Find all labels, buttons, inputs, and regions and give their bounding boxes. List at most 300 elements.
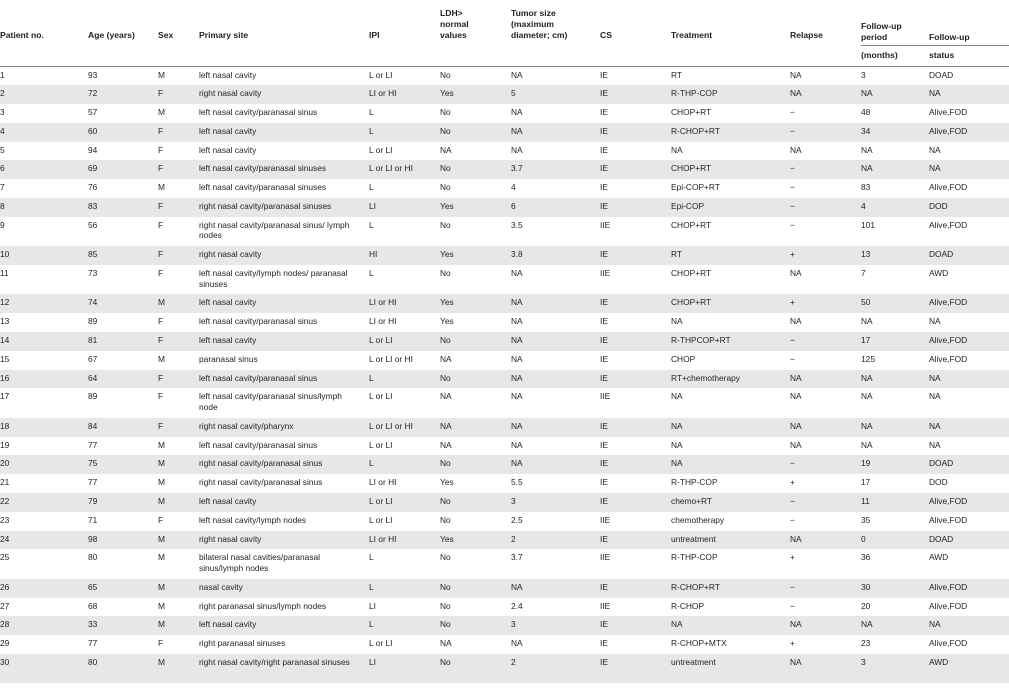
cell-ldh: No <box>440 268 451 279</box>
cell-follow-up-period: 50 <box>861 294 929 313</box>
cell-follow-up-status: NA <box>929 144 941 155</box>
cell-follow-up-period: 3 <box>861 69 866 80</box>
cell-relapse: − <box>790 160 861 179</box>
cell-relapse: + <box>790 246 861 265</box>
cell-sex: M <box>158 182 165 193</box>
table-row <box>0 265 1009 294</box>
cell-age: 77 <box>88 638 98 649</box>
header-ipi: IPI <box>369 30 380 40</box>
cell-patient-no: 18 <box>0 418 88 437</box>
table-row <box>0 198 1009 217</box>
cell-treatment: RT <box>671 69 683 80</box>
cell-follow-up-period: 13 <box>861 246 929 265</box>
cell-treatment: CHOP <box>671 353 696 364</box>
cell-follow-up-period: 48 <box>861 107 871 118</box>
cell-ipi: L or LI or HI <box>369 160 440 179</box>
cell-cs: IE <box>600 531 671 550</box>
cell-relapse: NA <box>790 531 861 550</box>
cell-patient-no: 1 <box>0 69 5 80</box>
cell-follow-up-status: NA <box>929 160 1009 179</box>
cell-patient-no: 26 <box>0 579 88 598</box>
cell-ldh: No <box>440 493 511 512</box>
cell-sex: F <box>158 160 199 179</box>
cell-cs: IE <box>600 579 671 598</box>
cell-tumor-size: 3.7 <box>511 552 523 563</box>
cell-patient-no: 16 <box>0 370 88 389</box>
cell-ldh: No <box>440 654 511 683</box>
cell-treatment: R-THP-COP <box>671 552 718 563</box>
cell-patient-no: 10 <box>0 246 88 265</box>
cell-ldh: NA <box>440 439 452 450</box>
cell-ldh: No <box>440 107 451 118</box>
cell-treatment: NA <box>671 391 683 402</box>
cell-tumor-size: NA <box>511 353 523 364</box>
cell-ipi: LI or HI <box>369 316 397 327</box>
cell-follow-up-status: DOAD <box>929 69 954 80</box>
cell-relapse: NA <box>790 654 861 683</box>
cell-treatment: RT <box>671 246 790 265</box>
cell-ldh: No <box>440 616 511 635</box>
table-row <box>0 142 1009 161</box>
cell-follow-up-status: NA <box>929 616 1009 635</box>
cell-age: 98 <box>88 531 158 550</box>
cell-ipi: LI or HI <box>369 294 440 313</box>
cell-follow-up-period: NA <box>861 316 873 327</box>
cell-age: 67 <box>88 353 98 364</box>
cell-age: 68 <box>88 600 98 611</box>
cell-cs: IE <box>600 160 671 179</box>
cell-follow-up-period: 125 <box>861 353 875 364</box>
cell-primary-site: left nasal cavity/paranasal sinus/lymph node <box>199 391 342 412</box>
cell-cs: IE <box>600 198 671 217</box>
cell-follow-up-period: NA <box>861 418 929 437</box>
cell-patient-no: 29 <box>0 638 10 649</box>
cell-ldh: No <box>440 219 451 230</box>
cell-sex: M <box>158 455 199 474</box>
cell-tumor-size: 2.5 <box>511 514 523 525</box>
cell-ipi: L or LI <box>369 69 393 80</box>
cell-ldh: No <box>440 160 511 179</box>
cell-treatment: CHOP+RT <box>671 107 712 118</box>
cell-age: 81 <box>88 332 158 351</box>
cell-primary-site: left nasal cavity <box>199 69 257 80</box>
cell-tumor-size: 4 <box>511 182 516 193</box>
cell-ipi: L or LI <box>369 391 393 402</box>
cell-sex: M <box>158 579 199 598</box>
cell-primary-site: left nasal cavity/paranasal sinuses <box>199 182 327 193</box>
header-follow-up-period: Follow-up period <box>861 20 902 42</box>
cell-ldh: No <box>440 123 511 142</box>
cell-patient-no: 7 <box>0 182 5 193</box>
cell-primary-site: right nasal cavity/paranasal sinus <box>199 477 323 488</box>
cell-sex: F <box>158 246 199 265</box>
table-row <box>0 246 1009 265</box>
cell-ipi: L <box>369 370 440 389</box>
cell-sex: F <box>158 332 199 351</box>
cell-treatment: R-THP-COP <box>671 477 718 488</box>
cell-cs: IE <box>600 107 608 118</box>
cell-age: 79 <box>88 493 158 512</box>
cell-age: 75 <box>88 455 158 474</box>
cell-age: 71 <box>88 514 98 525</box>
cell-ipi: L or LI <box>369 638 393 649</box>
cell-follow-up-status: Alive,FOD <box>929 600 968 611</box>
cell-sex: M <box>158 294 199 313</box>
cell-treatment: RT+chemotherapy <box>671 370 790 389</box>
cell-cs: IE <box>600 316 608 327</box>
cell-primary-site: left nasal cavity/paranasal sinus <box>199 316 318 327</box>
cell-sex: F <box>158 370 199 389</box>
cell-cs: IIE <box>600 600 611 611</box>
cell-follow-up-status: Alive,FOD <box>929 332 1009 351</box>
cell-sex: F <box>158 85 199 104</box>
table-row <box>0 512 1009 531</box>
cell-primary-site: left nasal cavity/paranasal sinus <box>199 370 369 389</box>
cell-ldh: No <box>440 552 451 563</box>
cell-primary-site: left nasal cavity/lymph nodes <box>199 514 307 525</box>
cell-age: 65 <box>88 579 158 598</box>
cell-follow-up-status: NA <box>929 391 941 402</box>
cell-age: 89 <box>88 391 98 402</box>
cell-relapse: NA <box>790 370 861 389</box>
cell-primary-site: left nasal cavity <box>199 493 369 512</box>
header-patient-no: Patient no. <box>0 30 44 40</box>
cell-age: 94 <box>88 144 98 155</box>
header-spacer <box>0 45 861 66</box>
cell-ldh: Yes <box>440 531 511 550</box>
cell-patient-no: 8 <box>0 198 88 217</box>
cell-patient-no: 22 <box>0 493 88 512</box>
cell-treatment: R-CHOP+MTX <box>671 638 727 649</box>
cell-treatment: NA <box>671 616 790 635</box>
cell-ipi: L <box>369 579 440 598</box>
cell-ipi: L <box>369 123 440 142</box>
header-cs: CS <box>600 30 612 40</box>
cell-relapse: NA <box>790 268 802 279</box>
cell-sex: M <box>158 493 199 512</box>
cell-ipi: LI or HI <box>369 477 397 488</box>
cell-sex: M <box>158 616 199 635</box>
cell-ldh: NA <box>440 418 511 437</box>
cell-patient-no: 28 <box>0 616 88 635</box>
cell-sex: M <box>158 439 165 450</box>
cell-tumor-size: NA <box>511 370 600 389</box>
cell-follow-up-period: NA <box>861 85 929 104</box>
cell-follow-up-status: Alive,FOD <box>929 514 968 525</box>
cell-age: 69 <box>88 160 158 179</box>
cell-patient-no: 5 <box>0 144 5 155</box>
cell-primary-site: left nasal cavity <box>199 123 369 142</box>
cell-treatment: NA <box>671 144 683 155</box>
cell-primary-site: left nasal cavity <box>199 332 369 351</box>
cell-tumor-size: NA <box>511 69 523 80</box>
header-age: Age (years) <box>88 30 135 40</box>
patient-table <box>0 2 1009 683</box>
cell-ldh: No <box>440 514 451 525</box>
cell-sex: M <box>158 654 199 683</box>
cell-relapse: + <box>790 638 795 649</box>
cell-cs: IE <box>600 455 671 474</box>
cell-follow-up-period: 101 <box>861 219 875 230</box>
cell-follow-up-period: 4 <box>861 198 929 217</box>
table-row <box>0 313 1009 332</box>
cell-patient-no: 30 <box>0 654 88 683</box>
table-row <box>0 654 1009 683</box>
header-months: (months) <box>861 45 929 66</box>
cell-tumor-size: NA <box>511 391 523 402</box>
cell-ldh: Yes <box>440 316 454 327</box>
cell-ipi: LI <box>369 600 376 611</box>
cell-ldh: Yes <box>440 477 454 488</box>
cell-follow-up-status: NA <box>929 316 941 327</box>
cell-patient-no: 14 <box>0 332 88 351</box>
cell-follow-up-status: Alive,FOD <box>929 638 968 649</box>
cell-primary-site: left nasal cavity <box>199 144 257 155</box>
cell-sex: M <box>158 531 199 550</box>
cell-cs: IE <box>600 418 671 437</box>
cell-relapse: NA <box>790 391 802 402</box>
cell-treatment: NA <box>671 439 683 450</box>
cell-follow-up-status: Alive,FOD <box>929 493 1009 512</box>
cell-follow-up-status: AWD <box>929 654 1009 683</box>
cell-sex: F <box>158 123 199 142</box>
cell-relapse: + <box>790 552 795 563</box>
cell-ldh: No <box>440 332 511 351</box>
cell-primary-site: right nasal cavity/paranasal sinus <box>199 455 369 474</box>
cell-tumor-size: 5.5 <box>511 477 523 488</box>
table-row <box>0 123 1009 142</box>
table-row <box>0 294 1009 313</box>
cell-cs: IE <box>600 493 671 512</box>
cell-tumor-size: NA <box>511 316 523 327</box>
cell-tumor-size: 3.7 <box>511 160 600 179</box>
cell-cs: IE <box>600 654 671 683</box>
cell-relapse: NA <box>790 144 802 155</box>
cell-patient-no: 13 <box>0 316 10 327</box>
header-tumor-size: Tumor size (maximum diameter; cm) <box>511 8 568 40</box>
cell-primary-site: right paranasal sinus/lymph nodes <box>199 600 327 611</box>
cell-ldh: NA <box>440 638 452 649</box>
cell-ldh: NA <box>440 391 452 402</box>
cell-ldh: Yes <box>440 85 511 104</box>
cell-sex: F <box>158 198 199 217</box>
cell-follow-up-status: NA <box>929 439 941 450</box>
cell-sex: F <box>158 144 164 155</box>
cell-age: 64 <box>88 370 158 389</box>
table-body <box>0 66 1009 683</box>
cell-primary-site: left nasal cavity/paranasal sinus <box>199 439 318 450</box>
cell-follow-up-status: DOAD <box>929 531 1009 550</box>
cell-ipi: L or LI <box>369 514 393 525</box>
table-row <box>0 474 1009 493</box>
cell-ipi: L or LI or HI <box>369 353 413 364</box>
cell-cs: IE <box>600 638 608 649</box>
cell-follow-up-status: Alive,FOD <box>929 182 968 193</box>
cell-primary-site: right nasal cavity <box>199 531 369 550</box>
cell-relapse: − <box>790 332 861 351</box>
cell-follow-up-period: 3 <box>861 654 929 683</box>
header-treatment: Treatment <box>671 30 713 40</box>
cell-primary-site: right nasal cavity <box>199 246 369 265</box>
cell-tumor-size: 6 <box>511 198 600 217</box>
cell-relapse: − <box>790 182 795 193</box>
cell-follow-up-status: Alive,FOD <box>929 219 968 230</box>
cell-ipi: HI <box>369 246 440 265</box>
header-status: status <box>929 45 1009 66</box>
cell-primary-site: nasal cavity <box>199 579 369 598</box>
table-row <box>0 598 1009 617</box>
cell-primary-site: right nasal cavity/paranasal sinus/ lymph nodes <box>199 219 350 241</box>
cell-sex: M <box>158 107 165 118</box>
table-row <box>0 531 1009 550</box>
cell-tumor-size: 2 <box>511 531 600 550</box>
cell-ipi: L or LI <box>369 332 440 351</box>
cell-ldh: Yes <box>440 198 511 217</box>
cell-primary-site: bilateral nasal cavities/paranasal sinus/lymph nodes <box>199 552 321 573</box>
cell-patient-no: 11 <box>0 268 9 279</box>
cell-tumor-size: NA <box>511 107 523 118</box>
cell-ldh: No <box>440 182 451 193</box>
table-row <box>0 370 1009 389</box>
cell-follow-up-period: 36 <box>861 552 871 563</box>
cell-cs: IE <box>600 477 608 488</box>
cell-sex: F <box>158 316 164 327</box>
cell-treatment: R-CHOP+RT <box>671 123 790 142</box>
cell-tumor-size: 3.5 <box>511 219 523 230</box>
cell-relapse: NA <box>790 85 861 104</box>
cell-ipi: L <box>369 455 440 474</box>
cell-follow-up-status: DOD <box>929 198 1009 217</box>
cell-follow-up-period: NA <box>861 616 929 635</box>
cell-patient-no: 20 <box>0 455 88 474</box>
cell-follow-up-status: Alive,FOD <box>929 353 968 364</box>
cell-tumor-size: 3 <box>511 616 600 635</box>
cell-ipi: LI <box>369 654 440 683</box>
cell-relapse: − <box>790 198 861 217</box>
table-row <box>0 418 1009 437</box>
cell-age: 89 <box>88 316 98 327</box>
table-row <box>0 332 1009 351</box>
cell-primary-site: left nasal cavity/paranasal sinuses <box>199 160 369 179</box>
cell-primary-site: left nasal cavity <box>199 294 369 313</box>
cell-cs: IIE <box>600 391 611 402</box>
cell-follow-up-period: NA <box>861 160 929 179</box>
cell-treatment: Epi-COP <box>671 198 790 217</box>
cell-treatment: R-CHOP+RT <box>671 579 790 598</box>
cell-ipi: L or LI <box>369 493 440 512</box>
cell-follow-up-status: Alive,FOD <box>929 123 1009 142</box>
cell-sex: F <box>158 418 199 437</box>
cell-ldh: No <box>440 600 451 611</box>
cell-follow-up-period: 20 <box>861 600 871 611</box>
cell-tumor-size: NA <box>511 579 600 598</box>
cell-ldh: No <box>440 579 511 598</box>
cell-cs: IE <box>600 616 671 635</box>
cell-tumor-size: NA <box>511 144 523 155</box>
cell-follow-up-status: AWD <box>929 268 949 279</box>
cell-ldh: NA <box>440 144 452 155</box>
cell-tumor-size: NA <box>511 455 600 474</box>
cell-patient-no: 27 <box>0 600 10 611</box>
cell-relapse: − <box>790 600 795 611</box>
cell-ldh: Yes <box>440 294 511 313</box>
cell-age: 84 <box>88 418 158 437</box>
header-sex: Sex <box>158 30 174 40</box>
cell-age: 60 <box>88 123 158 142</box>
header-ldh: LDH> normal values <box>440 8 469 40</box>
cell-age: 80 <box>88 654 158 683</box>
cell-patient-no: 17 <box>0 391 10 402</box>
cell-age: 56 <box>88 219 98 230</box>
table-row <box>0 85 1009 104</box>
cell-treatment: CHOP+RT <box>671 219 712 230</box>
cell-cs: IE <box>600 144 608 155</box>
cell-relapse: + <box>790 294 861 313</box>
table-row <box>0 437 1009 456</box>
cell-follow-up-status: Alive,FOD <box>929 107 968 118</box>
cell-follow-up-period: 7 <box>861 268 866 279</box>
cell-ipi: L or LI <box>369 439 393 450</box>
table-row <box>0 493 1009 512</box>
cell-sex: M <box>158 552 165 563</box>
cell-relapse: NA <box>790 418 861 437</box>
cell-relapse: − <box>790 123 861 142</box>
cell-tumor-size: 5 <box>511 85 600 104</box>
cell-cs: IE <box>600 439 608 450</box>
cell-follow-up-period: 11 <box>861 493 929 512</box>
table-row <box>0 104 1009 123</box>
table-row <box>0 351 1009 370</box>
cell-age: 74 <box>88 294 158 313</box>
cell-treatment: R-THP-COP <box>671 85 790 104</box>
cell-sex: M <box>158 600 165 611</box>
cell-ipi: L or LI or HI <box>369 418 440 437</box>
cell-age: 80 <box>88 552 98 563</box>
cell-treatment: chemotherapy <box>671 514 725 525</box>
cell-age: 83 <box>88 198 158 217</box>
cell-follow-up-status: DOD <box>929 477 948 488</box>
cell-tumor-size: 2.4 <box>511 600 523 611</box>
cell-relapse: + <box>790 477 795 488</box>
cell-cs: IE <box>600 182 608 193</box>
table-row <box>0 549 1009 578</box>
cell-patient-no: 6 <box>0 160 88 179</box>
cell-sex: F <box>158 638 164 649</box>
cell-primary-site: left nasal cavity/lymph nodes/ paranasal sinuses <box>199 268 348 289</box>
cell-follow-up-period: 35 <box>861 514 871 525</box>
cell-tumor-size: NA <box>511 123 600 142</box>
table-row <box>0 217 1009 246</box>
cell-cs: IE <box>600 353 608 364</box>
cell-cs: IIE <box>600 552 611 563</box>
cell-patient-no: 2 <box>0 85 88 104</box>
cell-treatment: Epi-COP+RT <box>671 182 720 193</box>
cell-follow-up-status: NA <box>929 370 1009 389</box>
cell-follow-up-period: NA <box>861 391 873 402</box>
cell-ldh: Yes <box>440 246 511 265</box>
cell-relapse: − <box>790 107 795 118</box>
header-relapse: Relapse <box>790 30 823 40</box>
cell-patient-no: 4 <box>0 123 88 142</box>
cell-treatment: CHOP+RT <box>671 160 790 179</box>
table-row <box>0 179 1009 198</box>
header-primary-site: Primary site <box>199 30 249 40</box>
table-row <box>0 388 1009 417</box>
cell-treatment: NA <box>671 418 790 437</box>
cell-ipi: L <box>369 219 374 230</box>
cell-patient-no: 24 <box>0 531 88 550</box>
cell-patient-no: 25 <box>0 552 10 563</box>
